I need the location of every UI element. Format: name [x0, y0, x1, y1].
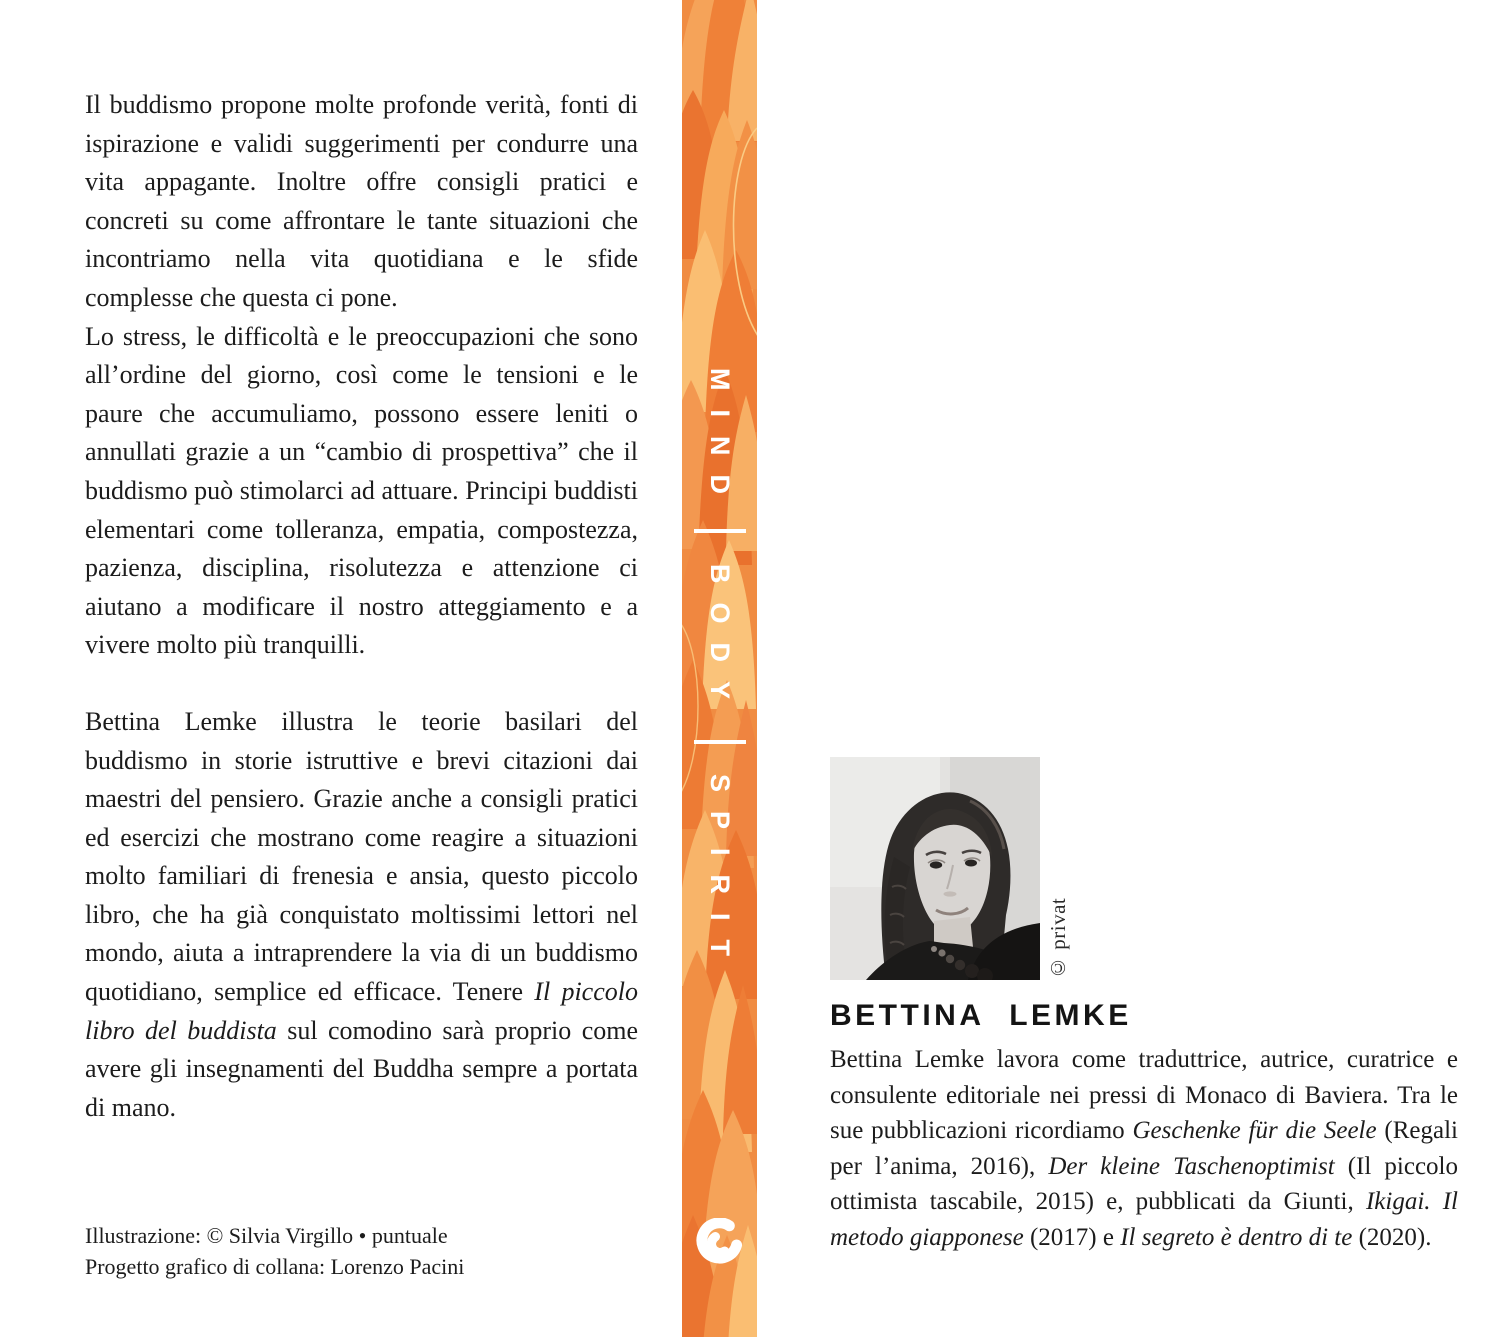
spine-divider [694, 529, 746, 533]
spine-word-spirit: SPIRIT [705, 774, 735, 976]
author-portrait-graphic [830, 757, 1040, 980]
author-name: BETTINA LEMKE [830, 999, 1132, 1032]
spine-strip [682, 0, 757, 1337]
spine-word-body: BODY [705, 564, 735, 719]
design-credit: Progetto grafico di collana: Lorenzo Pacini [85, 1254, 465, 1279]
blurb-paragraph-3: Bettina Lemke illustra le teorie basilari del buddismo in storie istruttive e brevi citazioni dai maestri del pensiero. Grazie anche a consigli pratici ed esercizi che mostrano come reagire a situazioni molto familiari di frenesia e ansia, questo piccolo libro, che ha già conquistato moltissimi lettori nel mondo, aiuta a intraprendere la via di un buddismo quotidiano, semplice ed efficace. Tenere Il piccolo libro del buddista sul comodino sarà proprio come avere gli insegnamenti del Buddha sempre a portata di mano. [85, 706, 638, 1122]
photo-credit: © privat [1046, 897, 1070, 980]
spine-word-mind: MIND [705, 368, 735, 513]
back-cover-blurb [85, 86, 638, 1127]
author-photo [830, 757, 1040, 980]
author-bio: Bettina Lemke lavora come traduttrice, autrice, curatrice e consulente editoriale nei pressi di Monaco di Baviera. Tra le sue pubblicazioni ricordiamo Geschenke für die Seele (Regali per l’anima, 2016), Der kleine Taschenoptimist (Il piccolo ottimista tascabile, 2015) e, pubblicati da Giunti, Ikigai. Il metodo giapponese (2017) e Il segreto è dentro di te (2020). [830, 1046, 1458, 1251]
giunti-publisher-logo-icon [693, 1218, 747, 1272]
colophon-credits [85, 1220, 464, 1282]
spine-divider [694, 740, 746, 744]
blurb-paragraph-2: Lo stress, le difficoltà e le preoccupazioni che sono all’ordine del giorno, così come le tensioni e le paure che accumuliamo, possono essere leniti o annullati grazie a un “cambio di prospettiva” che il buddismo può stimolarci ad attuare. Principi buddisti elementari come tolleranza, empatia, compostezza, pazienza, disciplina, risolutezza e attenzione ci aiutano a modificare il nostro atteggiamento e a vivere molto più tranquilli. [85, 321, 638, 660]
illustration-credit: Illustrazione: © Silvia Virgillo • puntuale [85, 1223, 448, 1248]
blurb-paragraph-1: Il buddismo propone molte profonde verità, fonti di ispirazione e validi suggerimenti per condurre una vita appagante. Inoltre offre consigli pratici e concreti su come affrontare le tante situazioni che incontriamo nella vita quotidiana e le sfide complesse che questa ci pone. [85, 90, 638, 312]
